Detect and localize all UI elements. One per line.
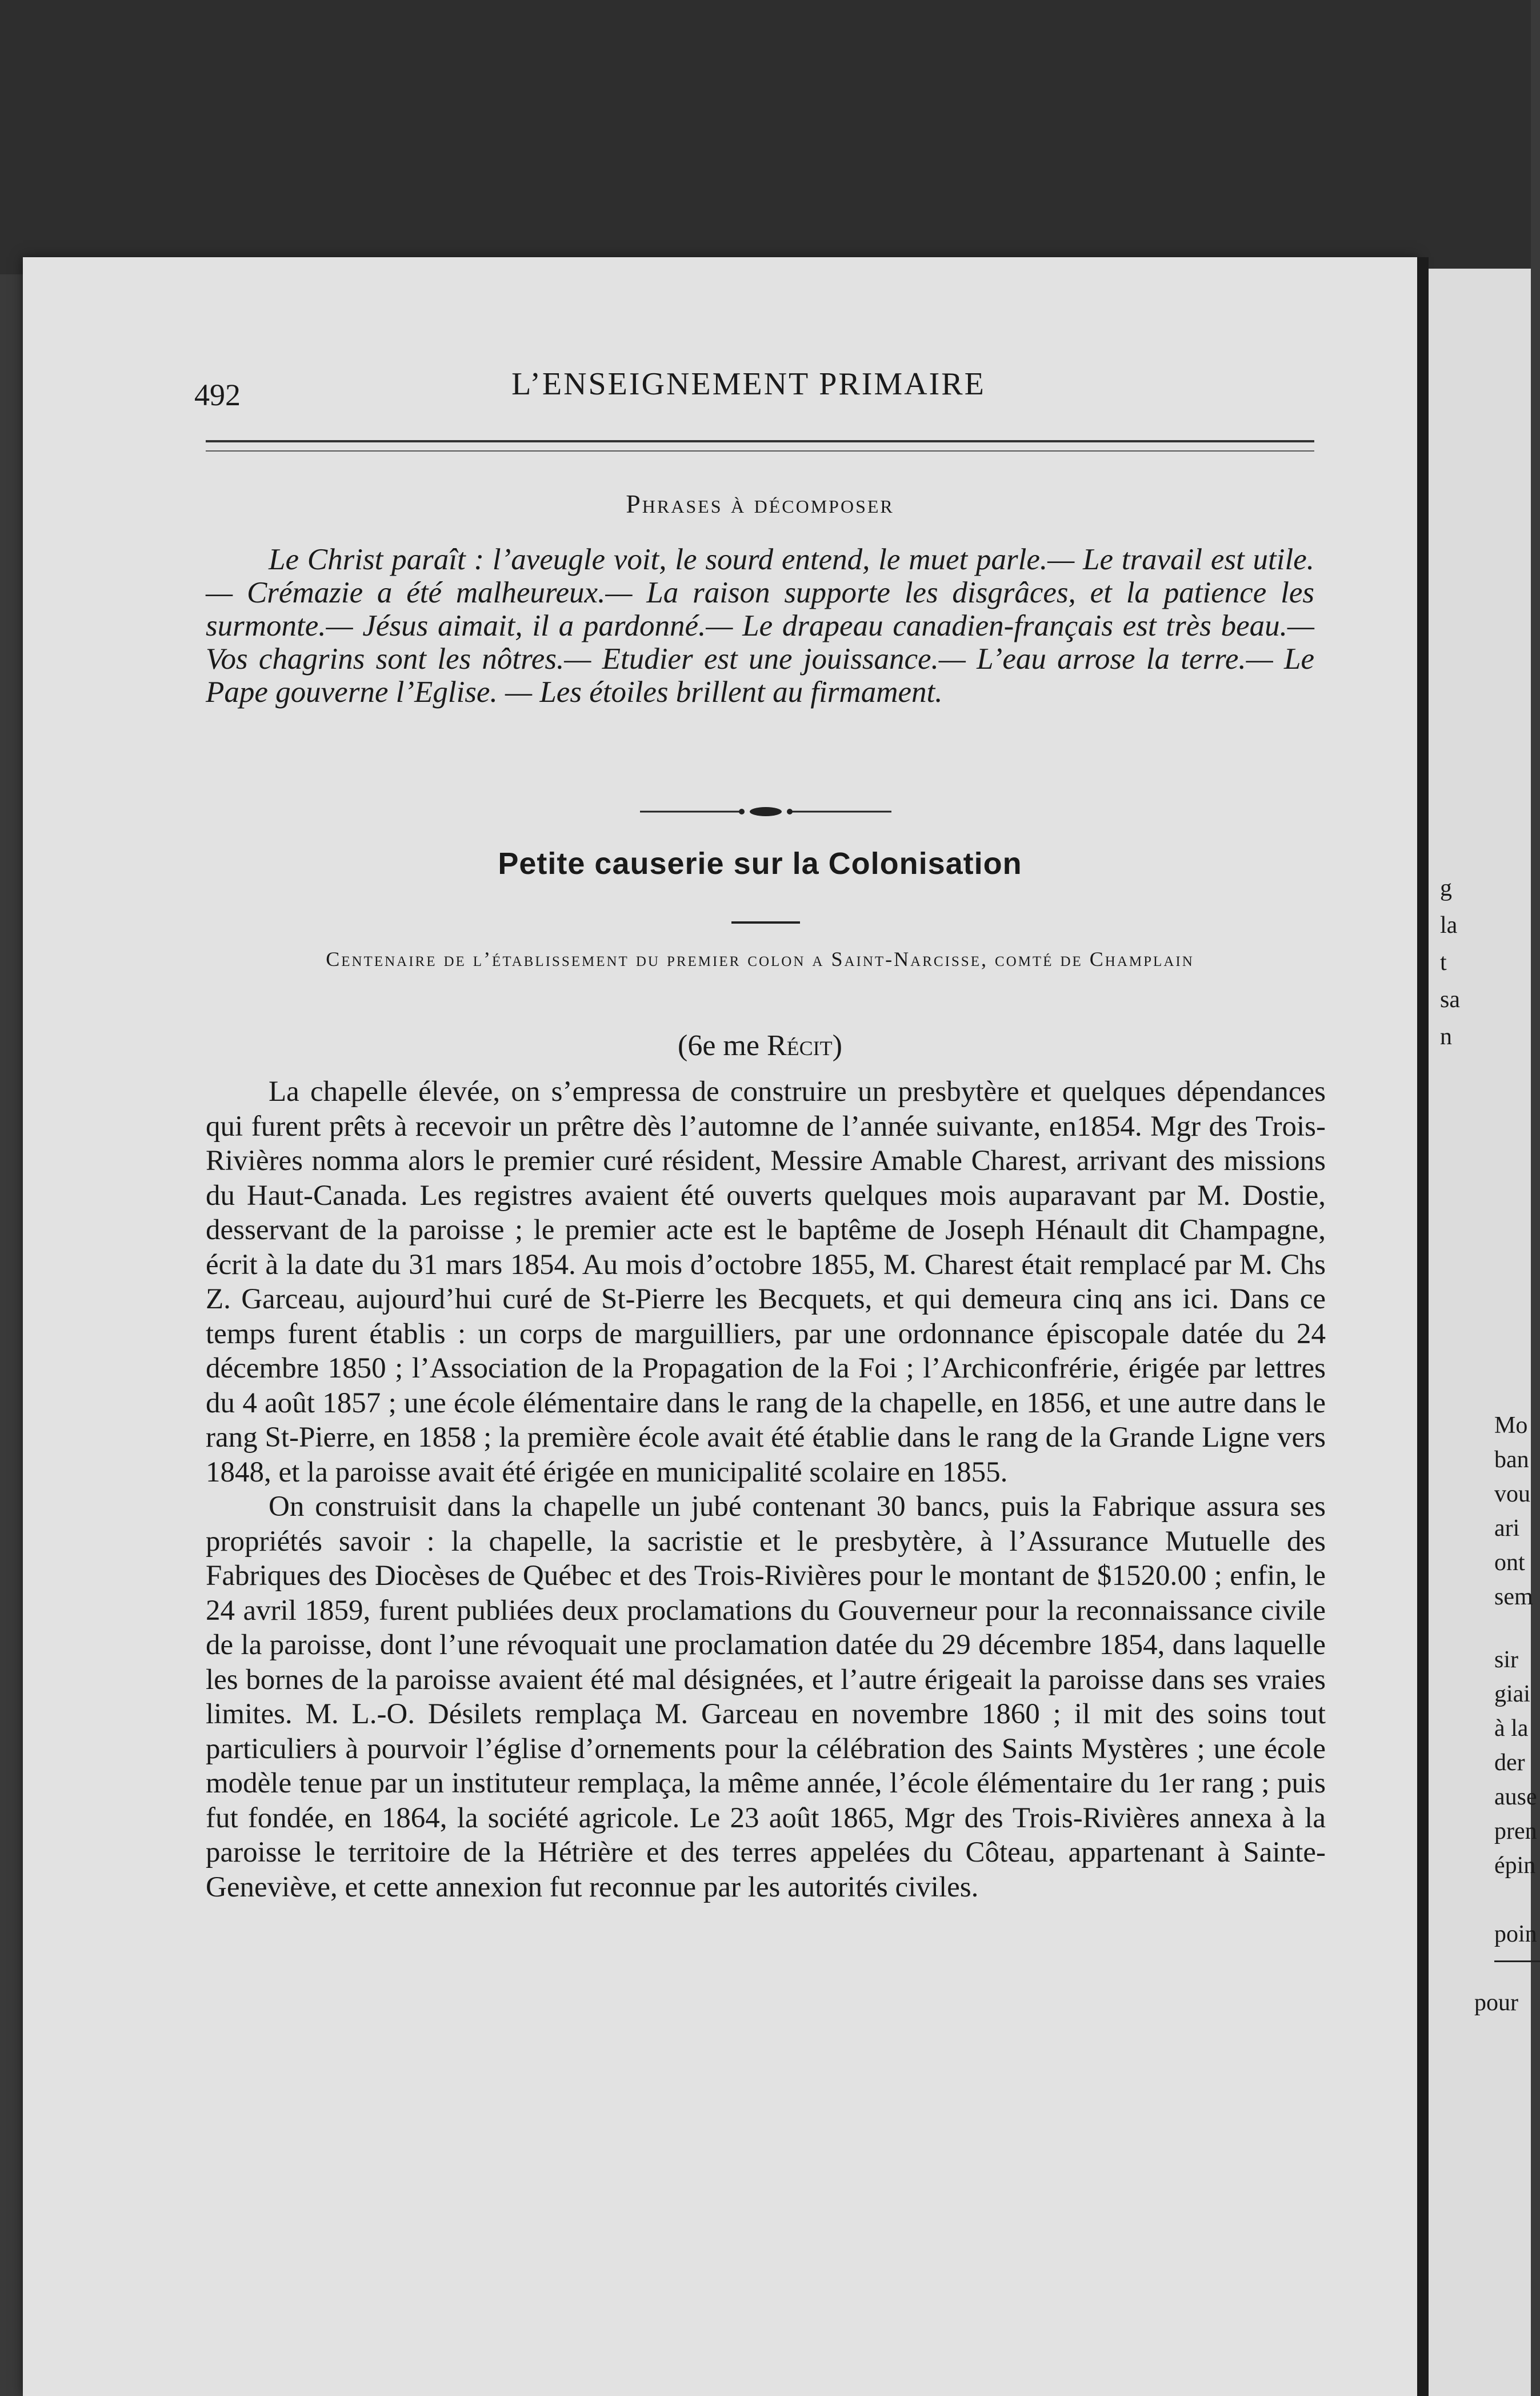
ornament-divider	[640, 803, 891, 820]
adjacent-fragment: sir	[1494, 1647, 1518, 1673]
adjacent-fragment: vou	[1494, 1481, 1530, 1507]
adjacent-fragment: épin	[1494, 1852, 1536, 1879]
adjacent-page-edge	[1429, 269, 1537, 2396]
recit-number: (6e me	[678, 1029, 759, 1062]
section-heading: Phrases à décomposer	[626, 489, 894, 518]
recit-label	[206, 1029, 1314, 1063]
article-body	[206, 1075, 1326, 1904]
body-paragraph: La chapelle élevée, on s’empressa de construire un presbytère et quelques dépendances qui furent prêts à recevoir un prêtre dès l’automne de l’année suivante, en1854. Mgr des Trois-Rivières nomma alors le premier curé résident, Messire Amable Charest, arrivant des missions du Haut-Canada. Les registres avaient été ouverts quelques mois auparavant par M. Dostie, desservant de la paroisse ; le premier acte est le baptême de Joseph Hénault dit Champagne, écrit à la date du 31 mars 1854. Au mois d’octobre 1855, M. Charest était remplacé par M. Chs Z. Garceau, aujourd’hui curé de St-Pierre les Becquets, et qui demeura cinq ans ici. Dans ce temps furent établis : un corps de marguilliers, par une ordonnance épiscopale datée du 24 décembre 1850 ; l’Association de la Propagation de la Foi ; l’Archiconfrérie, érigée par lettres du 4 août 1857 ; une école élémentaire dans le rang de la chapelle, en 1856, et une autre dans le rang St-Pierre, en 1858 ; la première école avait été établie dans le rang de la Grande Ligne vers 1848, et la paroisse avait été érigée en municipalité scolaire en 1855.	[206, 1076, 1326, 1488]
page-number: 492	[194, 378, 241, 412]
adjacent-fragment: Mo	[1494, 1412, 1528, 1439]
article-subtitle: Centenaire de l’établissement du premier colon a Saint-Narcisse, comté de Champlain	[326, 948, 1194, 971]
adjacent-fragment: sem	[1494, 1584, 1533, 1610]
adjacent-fragment: n	[1440, 1024, 1452, 1050]
adjacent-fragment: giai	[1494, 1681, 1530, 1707]
recit-word: Récit)	[766, 1029, 842, 1062]
adjacent-fragment: der	[1494, 1750, 1525, 1776]
adjacent-fragment: pren	[1494, 1818, 1537, 1844]
adjacent-fragment: g	[1440, 875, 1452, 901]
adjacent-fragment: pour	[1474, 1990, 1518, 2016]
adjacent-fragment: poin	[1494, 1921, 1537, 1947]
adjacent-fragment: à la	[1494, 1715, 1529, 1742]
adjacent-fragment: t	[1440, 949, 1447, 976]
phrases-paragraph: Le Christ paraît : l’aveugle voit, le sourd entend, le muet parle.— Le travail est utile.— Crémazie a été malheureux.— La raison supporte les disgrâces, et la patience les surmonte.— Jésus aimait, il a pardonné.— Le drapeau canadien-français est très beau.— Vos chagrins sont les nôtres.— Etudier est une jouissance.— L’eau arrose la terre.— Le Pape gouverne l’Eglise. — Les étoiles brillent au firmament.	[206, 543, 1314, 709]
adjacent-fragment: ause	[1494, 1784, 1537, 1810]
adjacent-fragment: ban	[1494, 1447, 1529, 1473]
adjacent-fragment: la	[1440, 912, 1458, 939]
journal-title: L’ENSEIGNEMENT PRIMAIRE	[511, 366, 986, 402]
adjacent-fragment: sa	[1440, 987, 1460, 1013]
title-rule	[731, 921, 800, 924]
adjacent-fragment: ari	[1494, 1515, 1520, 1542]
adjacent-fragment: ont	[1494, 1550, 1525, 1576]
page-gutter	[1417, 257, 1429, 2396]
running-head	[171, 366, 1326, 412]
header-rule	[206, 440, 1314, 452]
article-title: Petite causerie sur la Colonisation	[498, 846, 1022, 881]
scan-background	[0, 0, 1531, 274]
body-paragraph: On construisit dans la chapelle un jubé contenant 30 bancs, puis la Fabrique assura ses propriétés savoir : la chapelle, la sacristie et le presbytère, à l’Assurance Mutuelle des Fabriques des Diocèses de Québec et des Trois-Rivières pour le montant de $1520.00 ; enfin, le 24 avril 1859, furent publiées deux proclamations du Gouverneur pour la reconnaissance civile de la paroisse, dont l’une révoquait une proclamation datée du 29 décembre 1854, dans laquelle les bornes de la paroisse avaient été mal désignées, et l’autre érigeait la paroisse dans ses vraies limites. M. L.-O. Désilets remplaça M. Garceau en novembre 1860 ; il mit des soins tout particuliers à pourvoir l’église d’ornements pour la célébration des Saints Mystères ; une école modèle tenue par un instituteur remplaça, la même année, l’école élémentaire du 1er rang ; puis fut fondée, en 1864, la société agricole. Le 23 août 1865, Mgr des Trois-Rivières annexa à la paroisse le territoire de la Hétrière et des terres appelées du Côteau, appartenant à Sainte-Geneviève, et cette annexion fut reconnue par les autorités civiles.	[206, 1491, 1326, 1903]
adjacent-footnote-rule	[1494, 1960, 1540, 1962]
